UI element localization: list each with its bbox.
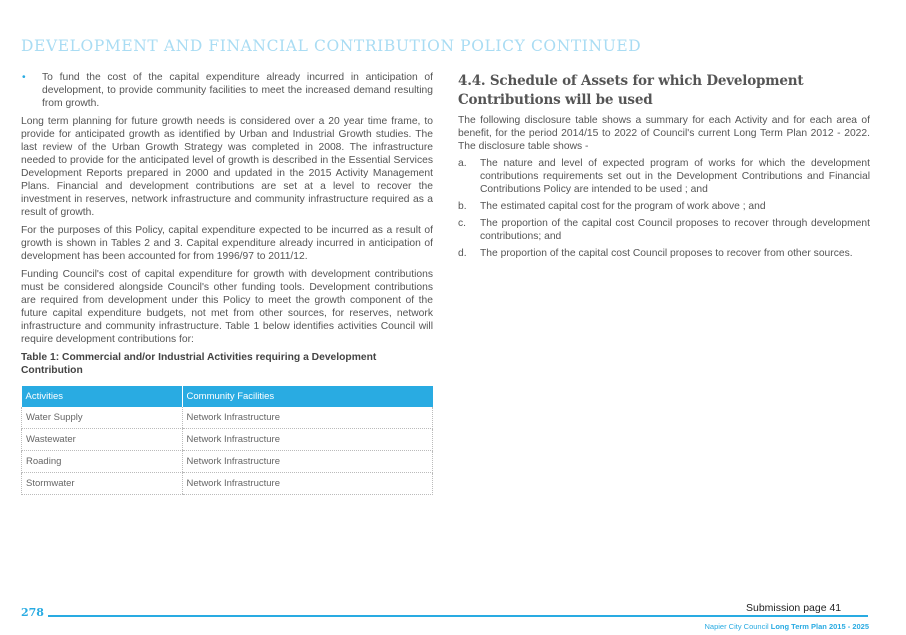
list-letter: a. — [458, 158, 467, 169]
list-letter: d. — [458, 248, 467, 259]
footer-brand — [704, 622, 869, 631]
paragraph-1: Long term planning for future growth needs is considered over a 20 year time frame, to provide for anticipated growth as identified by Urban and Industrial Growth studies. The last review of the Urban Growth Strategy was completed in 2008. The infrastructure needed to provide for the anticipated level of growth is described in the Essential Services Development Reports prepared in 2000 and updated in the 2015 Activity Management Plans. Financial and development contributions are set at a level to recover the investment in reserves, network infrastructure and community infrastructure required as a result of growth. — [21, 116, 433, 218]
table-row — [22, 407, 433, 429]
list-item — [458, 217, 870, 243]
table-cell: Network Infrastructure — [182, 407, 432, 429]
list-letter: c. — [458, 218, 467, 229]
page-header: DEVELOPMENT AND FINANCIAL CONTRIBUTION POLICY CONTINUED — [21, 37, 642, 55]
list-text: The proportion of the capital cost Council proposes to recover from other sources. — [480, 248, 853, 259]
table-title: Table 1: Commercial and/or Industrial Activities requiring a Development Contribution — [21, 352, 377, 376]
list-item — [458, 200, 870, 213]
section-title: 4.4. Schedule of Assets for which Development Contributions will be used — [458, 73, 804, 108]
footer-brand-org: Napier City Council — [704, 622, 771, 631]
table-cell: Water Supply — [22, 407, 183, 429]
page-number: 278 — [21, 606, 44, 619]
left-column — [21, 71, 433, 495]
submission-label: Submission page 41 — [746, 602, 842, 614]
table-cell: Stormwater — [22, 473, 183, 495]
table-cell: Network Infrastructure — [182, 429, 432, 451]
list-item — [458, 157, 870, 196]
table-cell: Network Infrastructure — [182, 451, 432, 473]
table-header-row — [22, 386, 433, 407]
table-cell: Wastewater — [22, 429, 183, 451]
list-text: The estimated capital cost for the program of work above ; and — [480, 201, 766, 212]
table-row — [22, 429, 433, 451]
list-text: The proportion of the capital cost Council proposes to recover through development contributions; and — [480, 218, 870, 242]
footer-divider — [48, 615, 868, 617]
table-row — [22, 451, 433, 473]
table-header-cell: Community Facilities — [182, 386, 432, 407]
paragraph-3: Funding Council's cost of capital expenditure for growth with development contributions must be considered alongside Council's other funding tools. Development contributions are required from development under this Policy to meet the growth component of the future capital expenditure budgets, not met from other sources, for reserves, network infrastructure and community infrastructure. Table 1 below identifies activities Council will require development contributions for: — [21, 269, 433, 345]
list-letter: b. — [458, 201, 467, 212]
table-header-cell: Activities — [22, 386, 183, 407]
section-intro: The following disclosure table shows a summary for each Activity and for each area of benefit, for the period 2014/15 to 2022 of Council's current Long Term Plan 2012 - 2022. The disclosure table shows - — [458, 115, 870, 152]
footer-brand-plan: Long Term Plan 2015 - 2025 — [770, 622, 869, 631]
list-text: The nature and level of expected program of works for which the development contributions requirements set out in the Development Contributions and Financial Contributions Policy are intended to be used ; and — [480, 158, 870, 195]
right-column — [458, 72, 870, 264]
table-row — [22, 473, 433, 495]
table-cell: Network Infrastructure — [182, 473, 432, 495]
bullet-item — [21, 71, 433, 110]
table-cell: Roading — [22, 451, 183, 473]
activities-table — [21, 386, 433, 495]
list-item — [458, 247, 870, 260]
bullet-text: To fund the cost of the capital expenditure already incurred in anticipation of development, to provide community facilities to meet the increased demand resulting from growth. — [42, 72, 433, 109]
bullet-icon: • — [22, 72, 26, 83]
disclosure-list — [458, 157, 870, 260]
paragraph-2: For the purposes of this Policy, capital expenditure expected to be incurred as a result of growth is shown in Tables 2 and 3. Capital expenditure already incurred in anticipation of development has been accounted for from 1996/97 to 2011/12. — [21, 225, 433, 262]
